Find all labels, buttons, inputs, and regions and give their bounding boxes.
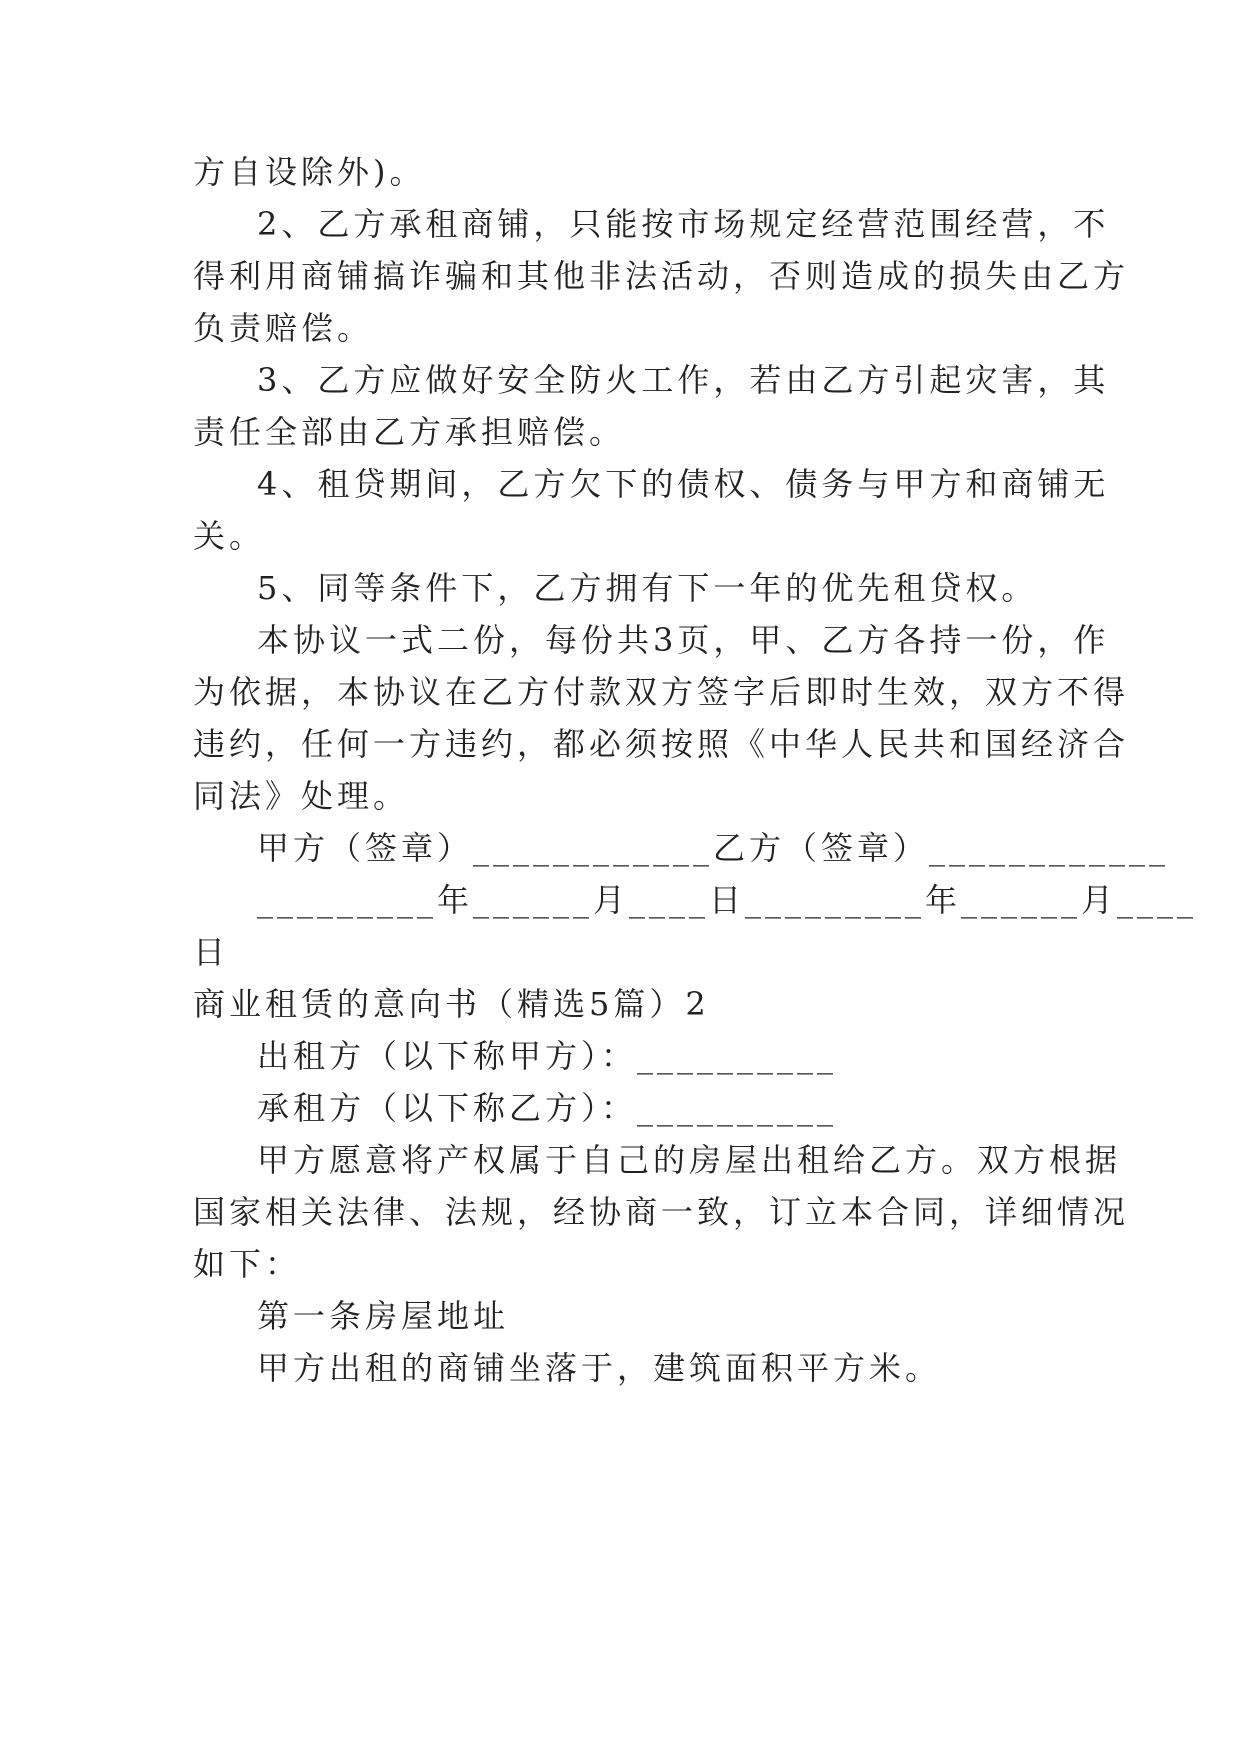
- paragraph-line: 方自设除外)。: [193, 153, 426, 191]
- paragraph-line: 负责赔偿。: [193, 309, 374, 347]
- paragraph-line: 责任全部由乙方承担赔偿。: [193, 413, 626, 451]
- clause-4-line: 4、租贷期间，乙方欠下的债权、债务与甲方和商铺无: [257, 465, 1110, 503]
- article-1-text: 甲方出租的商铺坐落于，建筑面积平方米。: [257, 1349, 942, 1387]
- signature-line: 甲方（签章）____________乙方（签章）____________: [257, 829, 1170, 867]
- clause-3-line: 3、乙方应做好安全防火工作，若由乙方引起灾害，其: [257, 361, 1110, 399]
- paragraph-line: 同法》处理。: [193, 777, 410, 815]
- paragraph-line: 为依据，本协议在乙方付款双方签字后即时生效，双方不得: [193, 673, 1130, 711]
- date-line: _________年______月____日_________年______月____: [257, 881, 1198, 919]
- paragraph-line: 得利用商铺搞诈骗和其他非法活动，否则造成的损失由乙方: [193, 257, 1130, 295]
- agreement-paragraph-line: 本协议一式二份，每份共3页，甲、乙方各持一份，作: [257, 621, 1110, 659]
- paragraph-line: 关。: [193, 517, 266, 555]
- paragraph-line: 如下：: [193, 1245, 302, 1283]
- paragraph-line: 国家相关法律、法规，经协商一致，订立本合同，详细情况: [193, 1193, 1130, 1231]
- paragraph-line: 违约，任何一方违约，都必须按照《中华人民共和国经济合: [193, 725, 1130, 763]
- article-1-heading: 第一条房屋地址: [257, 1297, 510, 1335]
- date-line-continuation: 日: [193, 933, 230, 971]
- clause-2-line: 2、乙方承租商铺，只能按市场规定经营范围经营，不: [257, 205, 1110, 243]
- lessor-line: 出租方（以下称甲方）：__________: [257, 1037, 838, 1075]
- clause-5-line: 5、同等条件下，乙方拥有下一年的优先租贷权。: [257, 569, 1038, 607]
- section-heading: 商业租赁的意向书（精选5篇）2: [193, 985, 710, 1023]
- lessee-line: 承租方（以下称乙方）：__________: [257, 1089, 838, 1127]
- intro-paragraph-line: 甲方愿意将产权属于自己的房屋出租给乙方。双方根据: [257, 1141, 1122, 1179]
